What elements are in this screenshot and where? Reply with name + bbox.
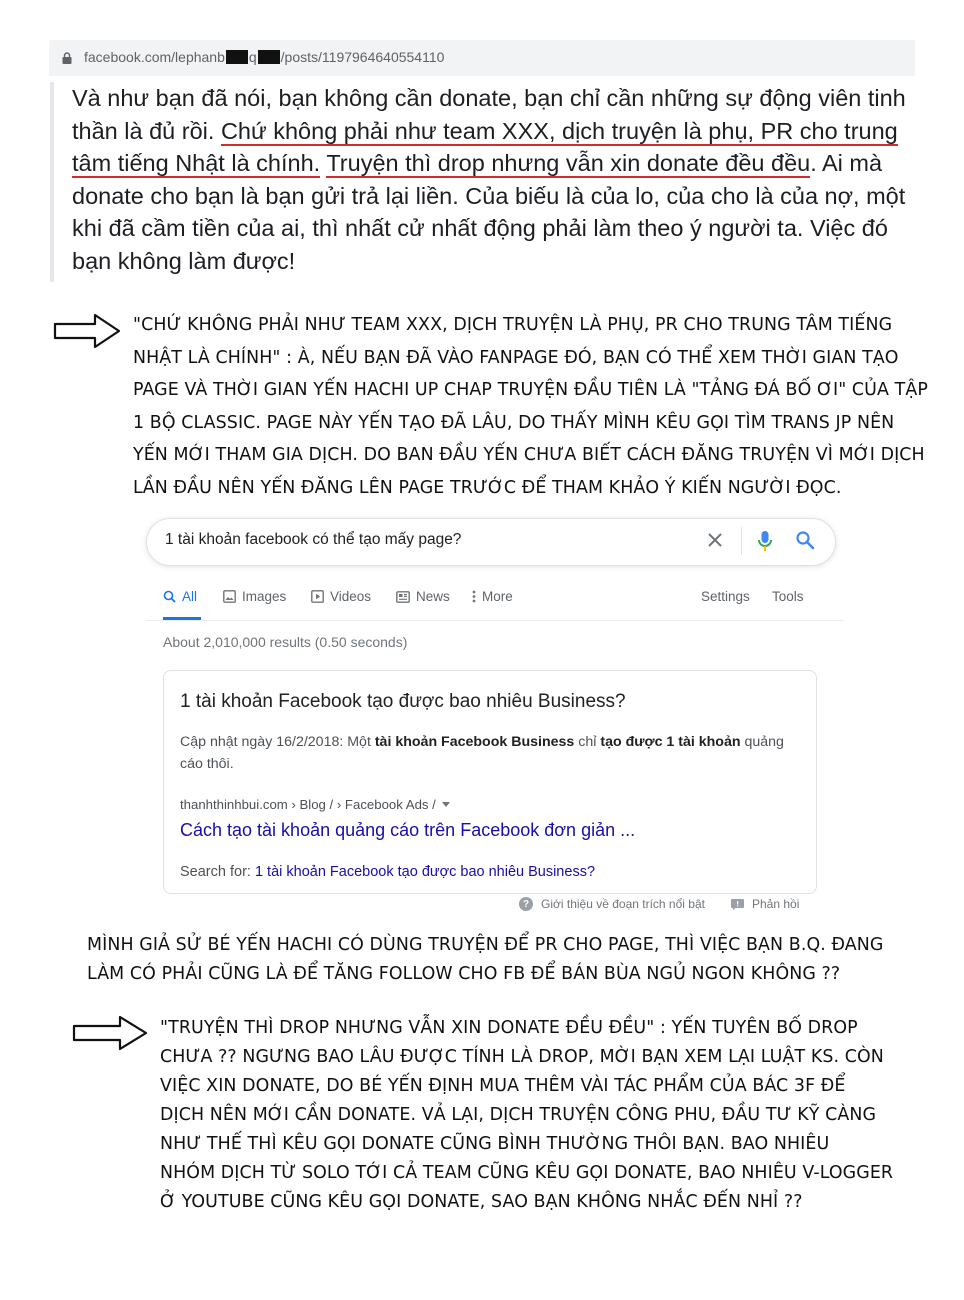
help-icon: ? — [519, 897, 533, 911]
play-icon — [311, 590, 324, 603]
caret-down-icon[interactable] — [442, 802, 450, 807]
feedback-icon — [731, 899, 744, 910]
feedback-link[interactable]: Phản hồi — [731, 897, 799, 911]
handwritten-comment-1: "CHỨ KHÔNG PHẢI NHƯ TEAM XXX, DỊCH TRUYỆN LÀ PHỤ, PR CHO TRUNG TÂM TIẾNG NHẬT LÀ CHÍNH" : À, NẾU BẠN ĐÃ VÀO FANPAGE ĐÓ, BẠN CÓ THỂ XEM THỜI GIAN TẠO PAGE VÀ THỜI GIAN YẾN HACHI UP CHAP TRUYỆN ĐẦU TIÊN LÀ "TẢNG ĐÁ BỐ ƠI" CỦA TẬP 1 BỘ CLASSIC. PAGE NÀY YẾN TẠO ĐÃ LÂU, DO THẤY MÌNH KÊU GỌI TÌM TRANS JP NÊN YẾN MỚI THAM GIA DỊCH. DO BAN ĐẦU YẾN CHƯA BIẾT CÁCH ĐĂNG TRUYỆN VÌ MỚI DỊCH LẦN ĐẦU NÊN YẾN ĐĂNG LÊN PAGE TRƯỚC ĐỂ THAM KHẢO Ý KIẾN NGƯỜI ĐỌC. — [133, 315, 928, 498]
search-for-row: Search for: 1 tài khoản Facebook tạo được bao nhiêu Business? — [180, 864, 596, 880]
quoted-post: Và như bạn đã nói, bạn không cần donate, bạn chỉ cần những sự động viên tinh thần là đủ rồi. Chứ không phải như team XXX, dịch truyện là phụ, PR cho trung tâm tiếng Nhật là chính. Truyện thì drop nhưng vẫn xin donate đều đều. Ai mà donate cho bạn là bạn gửi trả lại liền. Của biếu là của lo, của cho là của nợ, một khi đã cầm tiền của ai, thì nhất cử nhất động phải làm theo ý người ta. Việc đó bạn không làm được! — [72, 85, 906, 274]
about-featured-snippet-link[interactable]: ? Giới thiệu về đoạn trích nổi bật — [519, 897, 705, 911]
snippet-link[interactable]: Cách tạo tài khoản quảng cáo trên Facebook đơn giản ... — [180, 820, 636, 840]
url-text[interactable]: facebook.com/lephanb q /posts/1197964640554110 — [84, 49, 445, 65]
search-icon — [163, 590, 176, 603]
quote-bar — [50, 82, 54, 282]
close-icon[interactable] — [706, 531, 724, 549]
snippet-title: 1 tài khoản Facebook tạo được bao nhiêu Business? — [180, 691, 626, 712]
result-stats: About 2,010,000 results (0.50 seconds) — [163, 634, 408, 650]
tab-settings[interactable]: Settings — [701, 589, 750, 604]
redaction-box — [226, 50, 248, 64]
divider — [741, 527, 742, 555]
image-icon — [223, 590, 236, 603]
microphone-icon[interactable] — [757, 530, 773, 552]
lock-icon — [62, 52, 72, 64]
search-for-link[interactable]: 1 tài khoản Facebook tạo được bao nhiêu Business? — [254, 864, 596, 880]
tab-more[interactable]: More — [472, 589, 513, 604]
handwritten-comment-3: "TRUYỆN THÌ DROP NHƯNG VẪN XIN DONATE ĐỀU ĐỀU" : YẾN TUYÊN BỐ DROP CHƯA ?? NGƯNG BAO LÂU ĐƯỢC TÍNH LÀ DROP, MỜI BẠN XEM LẠI LUẬT KS. CÒN VIỆC XIN DONATE, DO BÉ YẾN ĐỊNH MUA THÊM VÀI TÁC PHẨM CỦA BÁC 3F ĐỂ DỊCH NÊN MỚI CẦN DONATE. VẢ LẠI, DỊCH TRUYỆN CÔNG PHU, ĐẦU TƯ KỸ CÀNG NHƯ THẾ THÌ KÊU GỌI DONATE CŨNG BÌNH THƯỜNG THÔI BẠN. BAO NHIÊU NHÓM DỊCH TỪ SOLO TỚI CẢ TEAM CŨNG KÊU GỌI DONATE, BAO NHIÊU V-LOGGER Ở YOUTUBE CŨNG KÊU GỌI DONATE, SAO BẠN KHÔNG NHẮC ĐẾN NHỈ ?? — [160, 1018, 894, 1212]
search-input[interactable]: 1 tài khoản facebook có thể tạo mấy page? — [165, 531, 462, 548]
snippet-body: Cập nhật ngày 16/2/2018: Một tài khoản Facebook Business chỉ tạo được 1 tài khoản quảng cáo thôi. — [180, 734, 784, 772]
more-vert-icon — [472, 590, 476, 603]
newspaper-icon — [396, 591, 410, 603]
arrow-right-icon — [53, 313, 121, 349]
tab-all[interactable]: All — [163, 589, 197, 604]
arrow-right-icon — [72, 1015, 148, 1051]
snippet-cite[interactable]: thanhthinhbui.com › Blog / › Facebook Ads / — [180, 797, 450, 812]
tab-videos[interactable]: Videos — [311, 589, 371, 604]
underlined-phrase: Chứ không phải như team XXX, dịch truyện là phụ, PR cho trung tâm tiếng Nhật là chính. — [72, 117, 898, 177]
underlined-phrase: Truyện thì drop nhưng vẫn xin donate đều đều — [326, 150, 811, 177]
search-icon[interactable] — [795, 530, 815, 550]
handwritten-comment-2: MÌNH GIẢ SỬ BÉ YẾN HACHI CÓ DÙNG TRUYỆN ĐỂ PR CHO PAGE, THÌ VIỆC BẠN B.Q. ĐANG LÀM CÓ PHẢI CŨNG LÀ ĐỂ TĂNG FOLLOW CHO FB ĐỂ BÁN BÙA NGỦ NGON KHÔNG ?? — [87, 935, 884, 984]
tab-tools[interactable]: Tools — [772, 589, 804, 604]
redaction-box — [258, 50, 280, 64]
tab-news[interactable]: News — [396, 589, 450, 604]
divider — [146, 620, 844, 621]
tab-images[interactable]: Images — [223, 589, 286, 604]
